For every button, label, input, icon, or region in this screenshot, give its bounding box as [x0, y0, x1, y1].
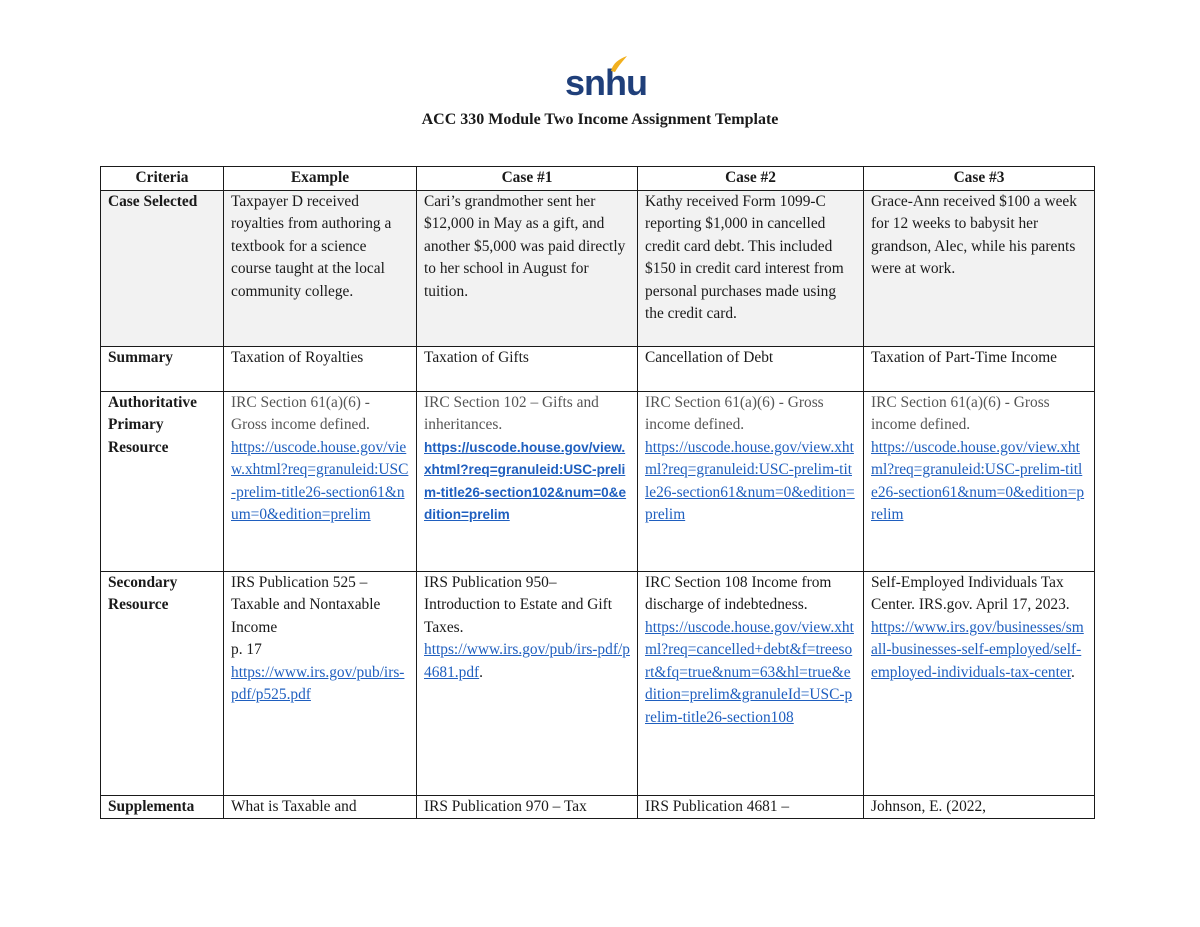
cell-case2-summary: Cancellation of Debt: [638, 346, 864, 391]
cell-case2-secondary: [638, 571, 864, 795]
secondary-case1-suffix: .: [479, 663, 484, 681]
secondary-case2-link[interactable]: https://uscode.house.gov/view.xhtml?req=cancelled+debt&f=treesort&fq=true&num=63&hl=true&edition=prelim&granuleId=USC-prelim-title26-section108: [645, 618, 854, 726]
flame-icon: [609, 55, 629, 73]
header-row: [101, 167, 1095, 191]
primary-case2-text: IRC Section 61(a)(6) - Gross income defined.: [645, 393, 824, 433]
secondary-example-page: p. 17: [231, 641, 262, 658]
cell-case1-primary: [417, 391, 638, 571]
secondary-example-link[interactable]: https://www.irs.gov/pub/irs-pdf/p525.pdf: [231, 663, 405, 703]
cell-case2-primary: [638, 391, 864, 571]
header-case-3: Case #3: [864, 167, 1095, 191]
cell-case1-secondary: [417, 571, 638, 795]
header-case-1: Case #1: [417, 167, 638, 191]
cell-case3-supplemental: Johnson, E. (2022,: [864, 795, 1095, 819]
secondary-case1-link[interactable]: https://www.irs.gov/pub/irs-pdf/p4681.pdf: [424, 641, 630, 681]
row-label-primary: Authoritative Primary Resource: [101, 391, 224, 571]
secondary-case2-text: IRC Section 108 Income from discharge of indebtedness.: [645, 573, 832, 613]
primary-case3-text: IRC Section 61(a)(6) - Gross income defined.: [871, 393, 1050, 433]
header-criteria: Criteria: [101, 167, 224, 191]
row-case-selected: [101, 190, 1095, 346]
cell-example-case: Taxpayer D received royalties from authoring a textbook for a science course taught at the local community college.: [224, 190, 417, 346]
cell-case3-summary: Taxation of Part-Time Income: [864, 346, 1095, 391]
primary-case3-link[interactable]: https://uscode.house.gov/view.xhtml?req=granuleid:USC-prelim-title26-section61&num=0&edition=prelim: [871, 438, 1085, 523]
assignment-table: [100, 166, 1095, 819]
header-case-2: Case #2: [638, 167, 864, 191]
cell-case3-case: Grace-Ann received $100 a week for 12 weeks to babysit her grandson, Alec, while his parents were at work.: [864, 190, 1095, 346]
cell-example-supplemental: What is Taxable and: [224, 795, 417, 819]
row-label-secondary: Secondary Resource: [101, 571, 224, 795]
secondary-case3-text: Self-Employed Individuals Tax Center. IRS.gov. April 17, 2023.: [871, 573, 1070, 613]
page-title: ACC 330 Module Two Income Assignment Template: [421, 111, 779, 128]
snhu-logo: [565, 55, 647, 103]
primary-example-text: IRC Section 61(a)(6) - Gross income defined.: [231, 393, 370, 433]
cell-example-secondary: [224, 571, 417, 795]
row-supplemental: [101, 795, 1095, 819]
primary-case2-link[interactable]: https://uscode.house.gov/view.xhtml?req=granuleid:USC-prelim-title26-section61&num=0&edition=prelim: [645, 438, 855, 523]
header-example: Example: [224, 167, 417, 191]
secondary-case3-link[interactable]: https://www.irs.gov/businesses/small-businesses-self-employed/self-employed-individuals-tax-center: [871, 618, 1084, 681]
row-secondary-resource: [101, 571, 1095, 795]
cell-example-primary: [224, 391, 417, 571]
cell-case2-supplemental: IRS Publication 4681 –: [638, 795, 864, 819]
row-label-summary: Summary: [101, 346, 224, 391]
secondary-case1-text: IRS Publication 950– Introduction to Estate and Gift Taxes.: [424, 573, 613, 636]
row-primary-resource: [101, 391, 1095, 571]
cell-case3-secondary: [864, 571, 1095, 795]
row-label-supplemental: Supplementa: [101, 795, 224, 819]
row-label-case-selected: Case Selected: [101, 190, 224, 346]
cell-example-summary: Taxation of Royalties: [224, 346, 417, 391]
secondary-example-text: IRS Publication 525 – Taxable and Nontaxable Income: [231, 573, 381, 636]
primary-case1-text: IRC Section 102 – Gifts and inheritances.: [424, 393, 599, 433]
logo-wordmark: snhu: [565, 62, 647, 103]
row-summary: [101, 346, 1095, 391]
cell-case1-supplemental: IRS Publication 970 – Tax: [417, 795, 638, 819]
cell-case3-primary: [864, 391, 1095, 571]
secondary-case3-suffix: .: [1071, 663, 1075, 681]
cell-case2-case: Kathy received Form 1099-C reporting $1,000 in cancelled credit card debt. This included $150 in credit card interest from personal purchases made using the credit card.: [638, 190, 864, 346]
primary-case1-link[interactable]: https://uscode.house.gov/view.xhtml?req=granuleid:USC-prelim-title26-section102&num=0&edition=prelim: [424, 439, 627, 522]
cell-case1-summary: Taxation of Gifts: [417, 346, 638, 391]
primary-example-link[interactable]: https://uscode.house.gov/view.xhtml?req=granuleid:USC-prelim-title26-section61&num=0&edition=prelim: [231, 438, 409, 523]
cell-case1-case: Cari’s grandmother sent her $12,000 in May as a gift, and another $5,000 was paid directly to her school in August for tuition.: [417, 190, 638, 346]
